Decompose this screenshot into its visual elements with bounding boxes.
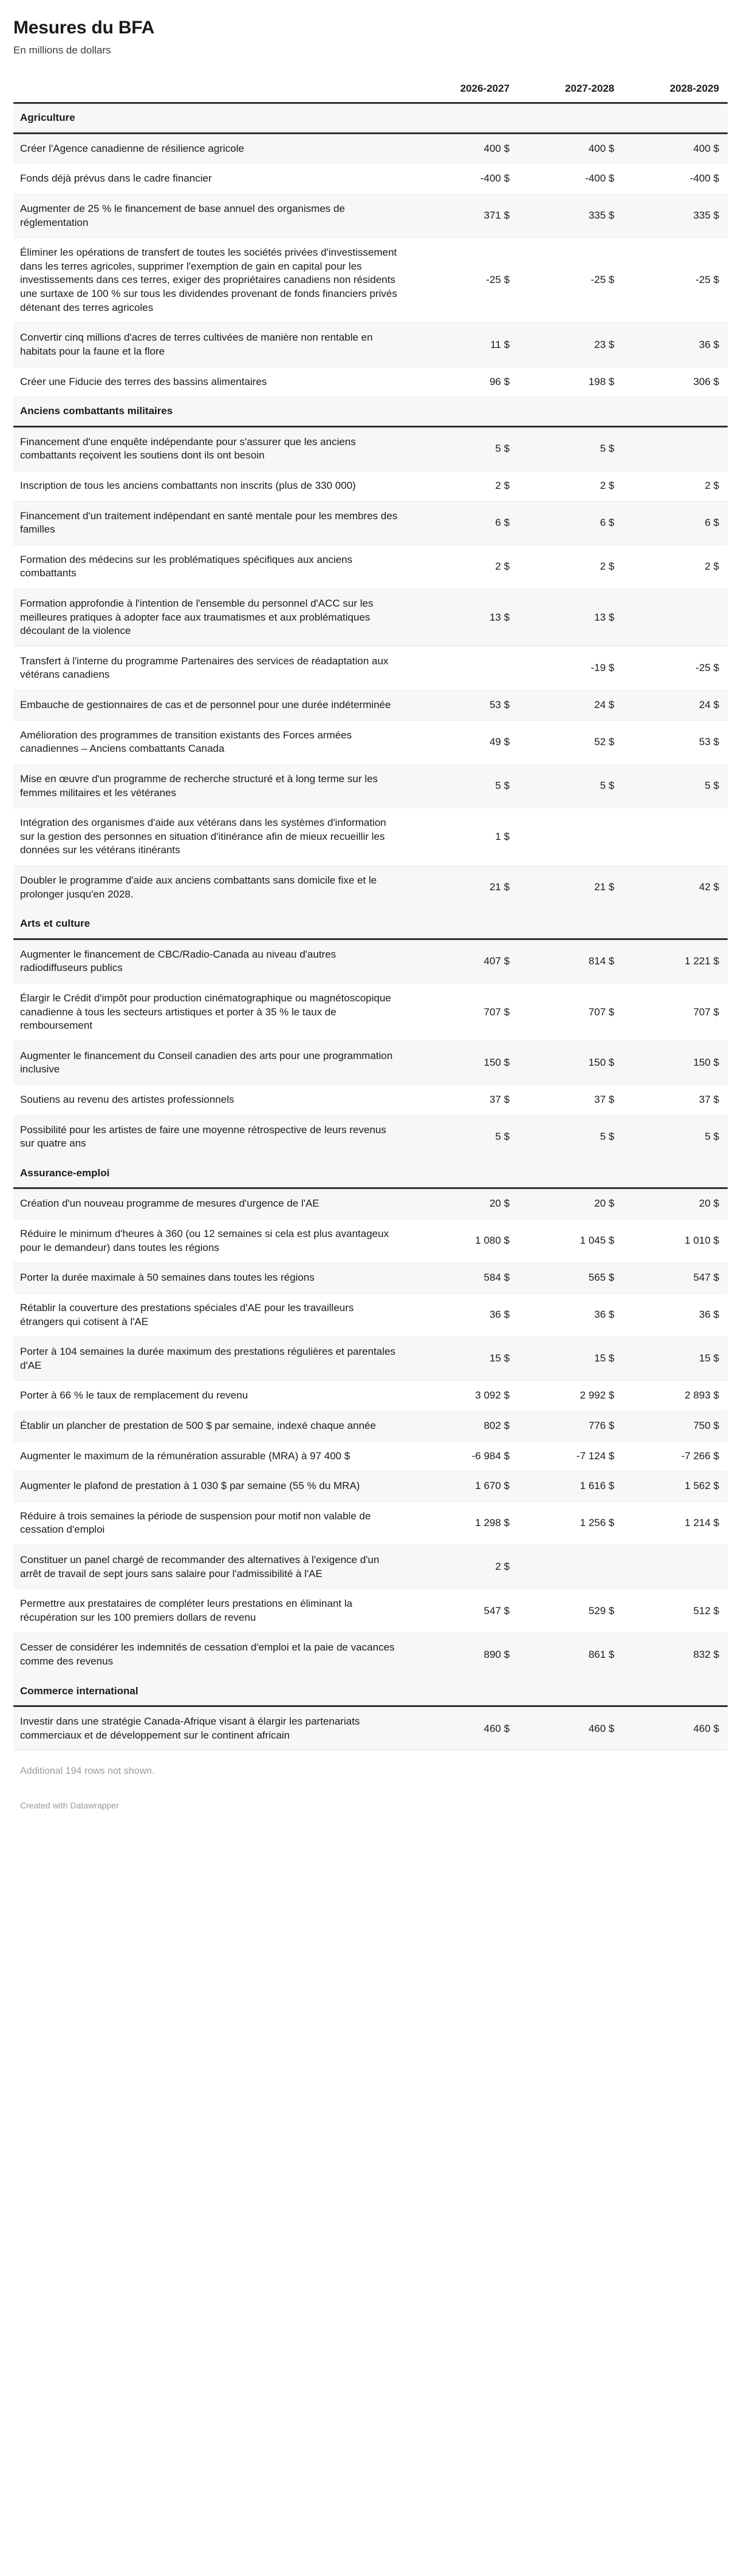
measure-label: Création d'un nouveau programme de mesures d'urgence de l'AE	[13, 1188, 414, 1219]
group-name: Assurance-emploi	[13, 1159, 728, 1188]
group-name: Anciens combattants militaires	[13, 397, 728, 427]
table-group-header	[13, 397, 728, 427]
value-2027-2028: 2 $	[518, 545, 623, 588]
value-2028-2029: -25 $	[623, 646, 728, 690]
value-2027-2028: 15 $	[518, 1337, 623, 1381]
value-2027-2028: 1 045 $	[518, 1219, 623, 1263]
table-row	[13, 426, 728, 471]
table-row	[13, 808, 728, 866]
value-2027-2028: 565 $	[518, 1263, 623, 1293]
value-2027-2028: 1 616 $	[518, 1471, 623, 1502]
value-2026-2027: 1 $	[414, 808, 518, 866]
table-row	[13, 501, 728, 545]
value-2028-2029: 335 $	[623, 194, 728, 238]
value-2026-2027: 53 $	[414, 690, 518, 721]
value-2027-2028	[518, 808, 623, 866]
measure-label: Fonds déjà prévus dans le cadre financier	[13, 164, 414, 194]
table-row	[13, 323, 728, 367]
value-2028-2029: 20 $	[623, 1188, 728, 1219]
measure-label: Amélioration des programmes de transition existants des Forces armées canadiennes – Anciens combattants Canada	[13, 720, 414, 764]
table-group-header	[13, 1677, 728, 1706]
value-2026-2027: 49 $	[414, 720, 518, 764]
value-2028-2029: 1 221 $	[623, 939, 728, 983]
value-2028-2029: 306 $	[623, 367, 728, 397]
value-2026-2027: 5 $	[414, 426, 518, 471]
value-2028-2029: 1 214 $	[623, 1501, 728, 1545]
table-row	[13, 764, 728, 808]
value-2026-2027: 460 $	[414, 1706, 518, 1751]
value-2026-2027: 400 $	[414, 133, 518, 164]
value-2028-2029: 2 893 $	[623, 1381, 728, 1411]
value-2026-2027: 2 $	[414, 1545, 518, 1589]
measure-label: Possibilité pour les artistes de faire une moyenne rétrospective de leurs revenus sur quatre ans	[13, 1115, 414, 1159]
value-2028-2029: 2 $	[623, 545, 728, 588]
value-2027-2028: 814 $	[518, 939, 623, 983]
value-2027-2028: 20 $	[518, 1188, 623, 1219]
measure-label: Transfert à l'interne du programme Partenaires des services de réadaptation aux vétérans canadiens	[13, 646, 414, 690]
value-2026-2027: 1 298 $	[414, 1501, 518, 1545]
value-2027-2028: 23 $	[518, 323, 623, 367]
measure-label: Soutiens au revenu des artistes professionnels	[13, 1085, 414, 1116]
value-2027-2028: -400 $	[518, 164, 623, 194]
value-2027-2028: 460 $	[518, 1706, 623, 1751]
measure-label: Réduire le minimum d'heures à 360 (ou 12 semaines si cela est plus avantageux pour le demandeur) dans toutes les régions	[13, 1219, 414, 1263]
value-2028-2029: 150 $	[623, 1041, 728, 1085]
value-2026-2027: 20 $	[414, 1188, 518, 1219]
value-2028-2029: -7 266 $	[623, 1441, 728, 1471]
measure-label: Doubler le programme d'aide aux anciens combattants sans domicile fixe et le prolonger jusqu'en 2028.	[13, 865, 414, 909]
value-2026-2027: 3 092 $	[414, 1381, 518, 1411]
value-2026-2027: 21 $	[414, 865, 518, 909]
value-2027-2028: 5 $	[518, 426, 623, 471]
table-row	[13, 133, 728, 164]
value-2027-2028: 52 $	[518, 720, 623, 764]
value-2026-2027: 5 $	[414, 1115, 518, 1159]
value-2027-2028: 24 $	[518, 690, 623, 721]
measure-label: Porter à 66 % le taux de remplacement du revenu	[13, 1381, 414, 1411]
table-body	[13, 103, 728, 1751]
column-header-2026-2027[interactable]: 2026-2027	[414, 83, 518, 103]
table-row	[13, 1219, 728, 1263]
measure-label: Créer une Fiducie des terres des bassins alimentaires	[13, 367, 414, 397]
measure-label: Éliminer les opérations de transfert de toutes les sociétés privées d'investissement dans les terres agricoles, supprimer l'exemption de gain en capital pour les investissements dans ces terres, exiger des propriétaires canadiens non résidents une surtaxe de 100 % sur tous les dividendes provenant de fonds financiers privés détenant des terres agricoles	[13, 238, 414, 323]
group-name: Commerce international	[13, 1677, 728, 1706]
measure-label: Financement d'une enquête indépendante pour s'assurer que les anciens combattants reçoivent les soutiens dont ils ont besoin	[13, 426, 414, 471]
value-2026-2027: 407 $	[414, 939, 518, 983]
value-2026-2027: 802 $	[414, 1411, 518, 1441]
rows-not-shown-note: Additional 194 rows not shown.	[20, 1766, 155, 1777]
value-2026-2027: 11 $	[414, 323, 518, 367]
measure-label: Inscription de tous les anciens combattants non inscrits (plus de 330 000)	[13, 471, 414, 501]
table-row	[13, 1545, 728, 1589]
table-row	[13, 1115, 728, 1159]
value-2026-2027: 13 $	[414, 589, 518, 647]
table-row	[13, 1633, 728, 1677]
column-header-2027-2028[interactable]: 2027-2028	[518, 83, 623, 103]
table-row	[13, 1501, 728, 1545]
value-2027-2028: -25 $	[518, 238, 623, 323]
measure-label: Convertir cinq millions d'acres de terres cultivées de manière non rentable en habitats pour la faune et la flore	[13, 323, 414, 367]
value-2028-2029: 6 $	[623, 501, 728, 545]
measures-table	[13, 83, 728, 1751]
value-2028-2029: -400 $	[623, 164, 728, 194]
value-2028-2029: 2 $	[623, 471, 728, 501]
table-row	[13, 1441, 728, 1471]
value-2026-2027: 6 $	[414, 501, 518, 545]
value-2027-2028: -19 $	[518, 646, 623, 690]
value-2028-2029: 24 $	[623, 690, 728, 721]
datawrapper-credit: Created with Datawrapper	[20, 1801, 119, 1811]
group-name: Agriculture	[13, 103, 728, 134]
value-2027-2028	[518, 1545, 623, 1589]
value-2026-2027: 2 $	[414, 545, 518, 588]
measure-label: Augmenter de 25 % le financement de base annuel des organismes de réglementation	[13, 194, 414, 238]
measure-label: Réduire à trois semaines la période de suspension pour motif non valable de cessation d'emploi	[13, 1501, 414, 1545]
table-row	[13, 367, 728, 397]
table-head	[13, 83, 728, 103]
table-group-header	[13, 1159, 728, 1188]
table-row	[13, 1411, 728, 1441]
table-row	[13, 646, 728, 690]
value-2027-2028: 861 $	[518, 1633, 623, 1677]
value-2028-2029: 36 $	[623, 1293, 728, 1337]
value-2026-2027: 547 $	[414, 1589, 518, 1633]
value-2027-2028: 6 $	[518, 501, 623, 545]
table-row	[13, 865, 728, 909]
table-row	[13, 1589, 728, 1633]
value-2027-2028: 37 $	[518, 1085, 623, 1116]
table-row	[13, 194, 728, 238]
value-2027-2028: 529 $	[518, 1589, 623, 1633]
table-row	[13, 720, 728, 764]
value-2027-2028: -7 124 $	[518, 1441, 623, 1471]
value-2028-2029: 460 $	[623, 1706, 728, 1751]
measure-label: Formation des médecins sur les problématiques spécifiques aux anciens combattants	[13, 545, 414, 588]
value-2028-2029: -25 $	[623, 238, 728, 323]
table-row	[13, 1263, 728, 1293]
table-container	[13, 83, 728, 1751]
table-row	[13, 690, 728, 721]
value-2028-2029: 707 $	[623, 983, 728, 1041]
value-2027-2028: 707 $	[518, 983, 623, 1041]
value-2026-2027: -6 984 $	[414, 1441, 518, 1471]
value-2027-2028: 198 $	[518, 367, 623, 397]
value-2026-2027: 890 $	[414, 1633, 518, 1677]
value-2026-2027: -400 $	[414, 164, 518, 194]
value-2027-2028: 1 256 $	[518, 1501, 623, 1545]
measure-label: Constituer un panel chargé de recommander des alternatives à l'exigence d'un arrêt de travail de sept jours sans salaire pour l'admissibilité à l'AE	[13, 1545, 414, 1589]
value-2026-2027: 96 $	[414, 367, 518, 397]
value-2028-2029: 400 $	[623, 133, 728, 164]
table-row	[13, 1381, 728, 1411]
value-2026-2027: 37 $	[414, 1085, 518, 1116]
value-2028-2029	[623, 1545, 728, 1589]
value-2026-2027: 371 $	[414, 194, 518, 238]
table-row	[13, 983, 728, 1041]
value-2028-2029: 547 $	[623, 1263, 728, 1293]
value-2026-2027: 5 $	[414, 764, 518, 808]
table-row	[13, 471, 728, 501]
value-2028-2029	[623, 426, 728, 471]
value-2027-2028: 21 $	[518, 865, 623, 909]
table-group-header	[13, 103, 728, 134]
table-row	[13, 1471, 728, 1502]
value-2027-2028: 776 $	[518, 1411, 623, 1441]
value-2027-2028: 13 $	[518, 589, 623, 647]
measure-label: Intégration des organismes d'aide aux vétérans dans les systèmes d'information sur la gestion des personnes en situation d'itinérance afin de mieux recueillir les données sur les vétérans itinérants	[13, 808, 414, 866]
value-2027-2028: 5 $	[518, 1115, 623, 1159]
value-2026-2027: 150 $	[414, 1041, 518, 1085]
value-2028-2029: 1 562 $	[623, 1471, 728, 1502]
measure-label: Porter à 104 semaines la durée maximum des prestations régulières et parentales d'AE	[13, 1337, 414, 1381]
value-2028-2029: 37 $	[623, 1085, 728, 1116]
value-2027-2028: 36 $	[518, 1293, 623, 1337]
measure-label: Augmenter le financement de CBC/Radio-Canada au niveau d'autres radiodiffuseurs publics	[13, 939, 414, 983]
table-row	[13, 1188, 728, 1219]
page-subtitle: En millions de dollars	[13, 44, 111, 56]
value-2026-2027: 2 $	[414, 471, 518, 501]
table-group-header	[13, 910, 728, 939]
table-header-row	[13, 83, 728, 103]
value-2028-2029: 42 $	[623, 865, 728, 909]
measure-label: Rétablir la couverture des prestations spéciales d'AE pour les travailleurs étrangers qui cotisent à l'AE	[13, 1293, 414, 1337]
measure-label: Augmenter le plafond de prestation à 1 030 $ par semaine (55 % du MRA)	[13, 1471, 414, 1502]
value-2028-2029: 750 $	[623, 1411, 728, 1441]
table-row	[13, 1293, 728, 1337]
table-row	[13, 545, 728, 588]
value-2026-2027: -25 $	[414, 238, 518, 323]
value-2027-2028: 150 $	[518, 1041, 623, 1085]
measure-label: Financement d'un traitement indépendant en santé mentale pour les membres des familles	[13, 501, 414, 545]
measure-label: Cesser de considérer les indemnités de cessation d'emploi et la paie de vacances comme des revenus	[13, 1633, 414, 1677]
value-2026-2027	[414, 646, 518, 690]
table-row	[13, 1085, 728, 1116]
measure-label: Créer l'Agence canadienne de résilience agricole	[13, 133, 414, 164]
value-2028-2029: 1 010 $	[623, 1219, 728, 1263]
measure-label: Augmenter le maximum de la rémunération assurable (MRA) à 97 400 $	[13, 1441, 414, 1471]
value-2027-2028: 335 $	[518, 194, 623, 238]
table-row	[13, 939, 728, 983]
value-2026-2027: 1 670 $	[414, 1471, 518, 1502]
value-2026-2027: 36 $	[414, 1293, 518, 1337]
value-2027-2028: 2 992 $	[518, 1381, 623, 1411]
value-2027-2028: 400 $	[518, 133, 623, 164]
table-row	[13, 1706, 728, 1751]
measure-label: Porter la durée maximale à 50 semaines dans toutes les régions	[13, 1263, 414, 1293]
measure-label: Augmenter le financement du Conseil canadien des arts pour une programmation inclusive	[13, 1041, 414, 1085]
measure-label: Établir un plancher de prestation de 500 $ par semaine, indexé chaque année	[13, 1411, 414, 1441]
value-2026-2027: 707 $	[414, 983, 518, 1041]
table-row	[13, 1337, 728, 1381]
value-2028-2029	[623, 589, 728, 647]
measure-label: Élargir le Crédit d'impôt pour production cinématographique ou magnétoscopique canadienne à tous les secteurs artistiques et porter à 35 % le taux de remboursement	[13, 983, 414, 1041]
value-2028-2029: 832 $	[623, 1633, 728, 1677]
measure-label: Investir dans une stratégie Canada-Afrique visant à élargir les partenariats commerciaux et de développement sur le continent africain	[13, 1706, 414, 1751]
column-header-2028-2029[interactable]: 2028-2029	[623, 83, 728, 103]
measure-label: Mise en œuvre d'un programme de recherche structuré et à long terme sur les femmes militaires et les vétéranes	[13, 764, 414, 808]
column-header-label[interactable]	[13, 83, 414, 103]
measure-label: Formation approfondie à l'intention de l'ensemble du personnel d'ACC sur les meilleures pratiques à adopter face aux traumatismes et aux problématiques découlant de la violence	[13, 589, 414, 647]
value-2028-2029: 5 $	[623, 764, 728, 808]
value-2026-2027: 15 $	[414, 1337, 518, 1381]
measure-label: Permettre aux prestataires de compléter leurs prestations en éliminant la récupération sur les 100 premiers dollars de revenu	[13, 1589, 414, 1633]
value-2028-2029: 53 $	[623, 720, 728, 764]
value-2026-2027: 1 080 $	[414, 1219, 518, 1263]
page-title: Mesures du BFA	[13, 18, 155, 38]
value-2027-2028: 5 $	[518, 764, 623, 808]
table-row	[13, 238, 728, 323]
table-row	[13, 589, 728, 647]
group-name: Arts et culture	[13, 910, 728, 939]
value-2028-2029: 512 $	[623, 1589, 728, 1633]
value-2026-2027: 584 $	[414, 1263, 518, 1293]
value-2028-2029: 15 $	[623, 1337, 728, 1381]
value-2028-2029	[623, 808, 728, 866]
measure-label: Embauche de gestionnaires de cas et de personnel pour une durée indéterminée	[13, 690, 414, 721]
value-2027-2028: 2 $	[518, 471, 623, 501]
table-row	[13, 164, 728, 194]
value-2028-2029: 5 $	[623, 1115, 728, 1159]
value-2028-2029: 36 $	[623, 323, 728, 367]
table-row	[13, 1041, 728, 1085]
